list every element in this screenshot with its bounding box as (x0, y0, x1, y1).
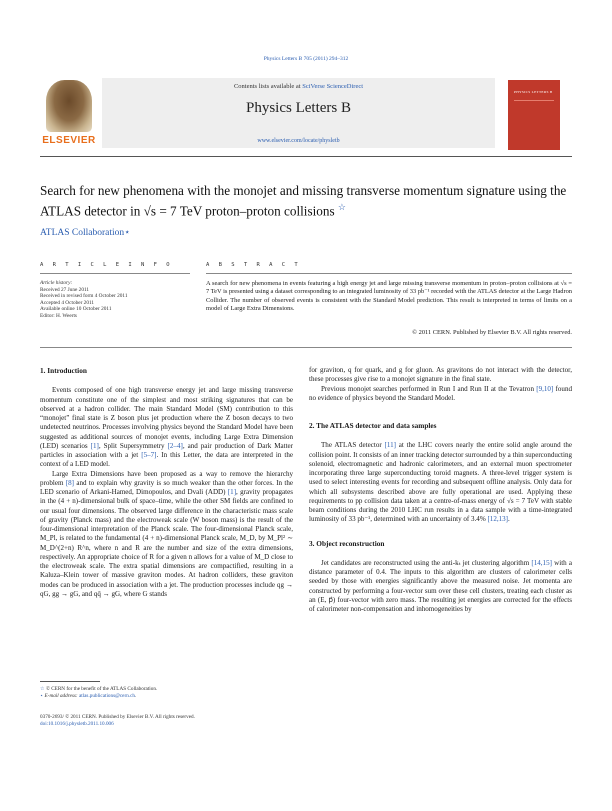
abstract-divider (206, 273, 572, 274)
journal-cover-image (508, 80, 560, 150)
contents-line (102, 83, 495, 90)
section-heading-detector: 2. The ATLAS detector and data samples (309, 421, 437, 430)
elsevier-logo (40, 78, 98, 148)
publication-info (40, 714, 293, 728)
doi-link[interactable]: doi:10.1016/j.physletb.2011.10.006 (40, 721, 114, 727)
right-column (309, 366, 572, 614)
citation-link[interactable]: [11] (384, 441, 396, 450)
author-footnote-mark[interactable]: ⋆ (124, 228, 131, 238)
article-title (40, 182, 570, 219)
abstract-bottom-divider (40, 347, 572, 348)
intro-paragraph-3: for graviton, q for quark, and g for gluon. As gravitons do not interact with the detector, these processes give rise to a monojet signature in the final state. (309, 366, 572, 384)
publisher-logo-text: ELSEVIER (42, 135, 96, 146)
left-column (40, 366, 293, 599)
info-divider (40, 273, 190, 274)
author-email-link[interactable]: atlas.publications@cern.ch (78, 693, 135, 699)
title-footnote-mark[interactable]: ☆ (337, 202, 346, 212)
citation-link[interactable]: [2–4] (167, 441, 183, 450)
section-heading-reconstruction: 3. Object reconstruction (309, 538, 385, 548)
citation-link[interactable]: [1] (90, 441, 99, 450)
author-line[interactable] (40, 227, 130, 238)
footnote-divider (40, 681, 100, 682)
citation-link[interactable]: [9,10] (536, 384, 554, 393)
reconstruction-paragraph: Jet candidates are reconstructed using the anti-kₜ jet clustering algorithm [14,15] with a distance parameter of 0.4. The inputs to this algorithm are clusters of calorimeter cells seeded by those with energies significantly above the measured noise. Jet momenta are constructed by performing a four-vector sum over these cell clusters, treating each cluster as an (E, p⃗) four-vector with zero mass. The resulting jet energies are corrected for the effects of calorimeter non-compensation and inhomogeneities by (309, 558, 573, 613)
citation-link[interactable]: [5–7] (141, 451, 157, 459)
citation-link[interactable]: [12,13] (487, 515, 509, 524)
header-divider (40, 156, 572, 157)
detector-paragraph: The ATLAS detector [11] at the LHC covers nearly the entire solid angle around the collision point. It consists of an inner tracking detector surrounded by a thin superconducting solenoid, electromagnetic and hadronic calorimeters, and an external muon spectrometer incorporating three large superconducting toroid magnets. A three-level trigger system is used to select interesting events for recording and subsequent offline analysis. Only data for which all subsystems described above are fully operational are used. Applying these requirements to pp collision data taken at a centre-of-mass energy of √s = 7 TeV with stable beam conditions during the 2010 LHC run results in a data sample with a time-integrated luminosity of 33 pb⁻¹, determined with an uncertainty of 3.4% [12,13]. (309, 441, 572, 524)
history-line: Accepted 4 October 2011 (40, 299, 95, 306)
journal-title: Physics Letters B (246, 100, 351, 116)
title-math: √s = 7 (143, 203, 177, 219)
journal-reference[interactable]: Physics Letters B 705 (2011) 294–312 (263, 56, 349, 62)
contents-prefix: Contents lists available at (233, 83, 301, 90)
citation-link[interactable]: [8] (65, 478, 75, 487)
article-info (40, 280, 190, 320)
footnote-2: ⋆ E-mail address: atlas.publications@cern.ch. (40, 693, 137, 699)
sciencedirect-link[interactable]: SciVerse ScienceDirect (302, 83, 364, 90)
footnote-1: ☆ © CERN for the benefit of the ATLAS Collaboration. (40, 686, 158, 692)
citation-link[interactable]: [1] (227, 488, 237, 496)
history-label: Article history: (40, 280, 73, 286)
abstract-copyright: © 2011 CERN. Published by Elsevier B.V. All rights reserved. (412, 329, 572, 336)
section-heading-introduction: 1. Introduction (40, 366, 87, 375)
abstract-heading: A B S T R A C T (206, 262, 301, 268)
title-text-1: Search for new phenomena with the monojet and missing transverse momentum signature using the ATLAS detector in (40, 183, 567, 219)
title-text-2: TeV proton–proton collisions (176, 203, 335, 219)
abstract-text: A search for new phenomena in events featuring a high energy jet and large missing transverse momentum in proton–proton collisions at √s = 7 TeV is presented using a dataset corresponding to an integrated luminosity of 33 pb⁻¹ recorded with the ATLAS detector at the Large Hadron Collider. The number of observed events is consistent with the Standard Model prediction. This result is interpreted in terms of limits on a model of Large Extra Dimensions. (206, 280, 572, 312)
cover-divider (514, 100, 554, 101)
intro-paragraph-1: Events composed of one high transverse energy jet and large missing transverse momentum constitute one of the simplest and most striking signatures that can be observed at a hadron collider. The main Standard Model (SM) contribution to this “monojet” final state is Z boson plus jet production where the Z boson decays to two undetected neutrinos. Processes involving physics beyond the Standard Model have been suggested as additional sources of monojet events, including Large Extra Dimension (LED) scenarios [1], Split Supersymmetry [2–4], and pair production of Dark Matter particles in association with a jet [5–7]. In this Letter, the data are interpreted in the context of a LED model. (40, 386, 294, 469)
author-name[interactable]: ATLAS Collaboration (40, 228, 125, 238)
citation-link[interactable]: [14,15] (531, 558, 552, 567)
footnotes (40, 686, 293, 700)
issn-line: 0370-2693/ © 2011 CERN. Published by Elsevier B.V. All rights reserved. (40, 714, 195, 720)
intro-paragraph-2: Large Extra Dimensions have been proposed as a way to remove the hierarchy problem [8] and to explain why gravity is so much weaker than the other forces. In the LED scenario of Arkani-Hamed, Dimopoulos, and Dvali (ADD) [1], gravity propagates in the (4 + n)-dimensional bulk of space–time, while the other SM fields are confined to our usual four dimensions. The observed large difference in the characteristic mass scale of gravity (Planck mass) and the electroweak scale (W boson mass) is the result of the four-dimensional interpretation of the Planck scale. The four-dimensional Planck scale, M_Pl, is related to the fundamental (4 + n)-dimensional Planck scale, M_D, by M_Pl² ∼ M_D^(2+n) R^n, where n and R are the number and size of the extra dimensions, respectively. An appropriate choice of R for a given n allows for a value of M_D close to the electroweak scale. The extra spatial dimensions are compactified, resulting in a Kaluza–Klein tower of massive graviton modes. At hadron colliders, these graviton modes can be produced in association with a jet. The production processes include qg → qG, gg → gG, and qq̄ → gG, where G stands (40, 469, 293, 598)
intro-paragraph-4: Previous monojet searches performed in Run I and Run II at the Tevatron [9,10] found no evidence of physics beyond the Standard Model. (309, 384, 572, 402)
editor-line: Editor: H. Weerts (40, 312, 77, 319)
history-line: Available online 10 October 2011 (40, 306, 112, 313)
elsevier-tree-icon (46, 80, 92, 132)
history-line: Received in revised form 4 October 2011 (40, 293, 128, 300)
cover-title: PHYSICS LETTERS B (514, 90, 553, 94)
journal-url-link[interactable]: www.elsevier.com/locate/physletb (257, 138, 340, 144)
history-line: Received 27 June 2011 (40, 286, 90, 293)
article-info-heading: A R T I C L E I N F O (40, 262, 173, 268)
